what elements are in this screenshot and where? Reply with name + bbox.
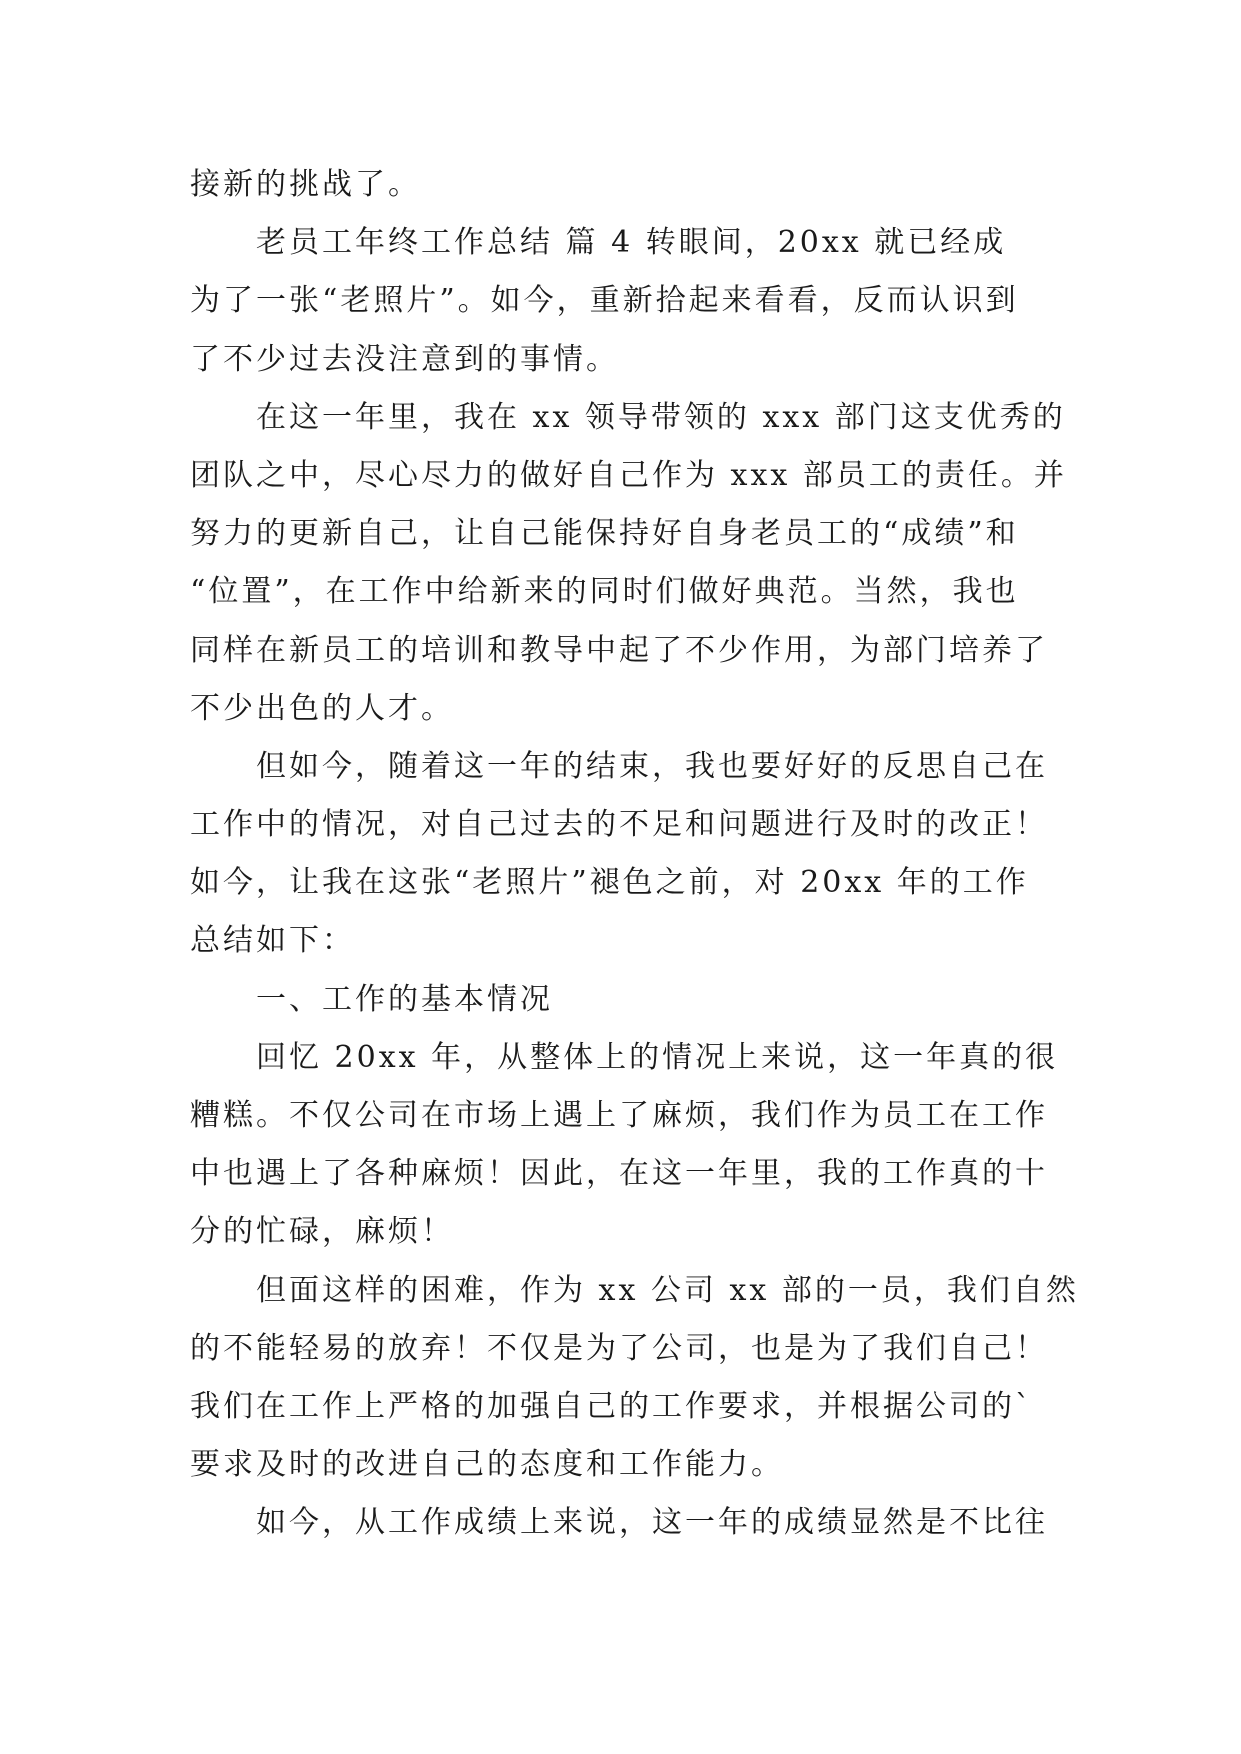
text-line: 努力的更新自己，让自己能保持好自身老员工的“成绩”和 <box>190 516 1019 552</box>
text-line: 在这一年里，我在 xx 领导带领的 xxx 部门这支优秀的 <box>256 399 1066 435</box>
text-line: 工作中的情况，对自己过去的不足和问题进行及时的改正！ <box>190 807 1048 843</box>
document-body <box>190 156 1079 1553</box>
text-line: 总结如下： <box>190 923 355 959</box>
text-line: 中也遇上了各种麻烦！因此，在这一年里，我的工作真的十 <box>190 1156 1048 1192</box>
text-line: 为了一张“老照片”。如今，重新拾起来看看，反而认识到 <box>190 283 1019 319</box>
section-heading: 一、工作的基本情况 <box>256 981 553 1017</box>
text-line: 的不能轻易的放弃！不仅是为了公司，也是为了我们自己！ <box>190 1330 1048 1366</box>
text-line: “位置”，在工作中给新来的同时们做好典范。当然，我也 <box>190 574 1019 610</box>
text-line: 同样在新员工的培训和教导中起了不少作用，为部门培养了 <box>190 632 1048 668</box>
text-line: 如今，让我在这张“老照片”褪色之前，对 20xx 年的工作 <box>190 865 1029 901</box>
text-line: 不少出色的人才。 <box>190 690 454 726</box>
text-line: 了不少过去没注意到的事情。 <box>190 341 619 377</box>
text-line: 如今，从工作成绩上来说，这一年的成绩显然是不比往 <box>256 1505 1048 1541</box>
text-line: 分的忙碌，麻烦！ <box>190 1214 454 1250</box>
text-line: 要求及时的改进自己的态度和工作能力。 <box>190 1447 784 1483</box>
text-line: 但如今，随着这一年的结束，我也要好好的反思自己在 <box>256 748 1048 784</box>
text-line: 老员工年终工作总结 篇 4 转眼间，20xx 就已经成 <box>256 225 1007 261</box>
text-line: 团队之中，尽心尽力的做好自己作为 xxx 部员工的责任。并 <box>190 457 1067 493</box>
text-line: 接新的挑战了。 <box>190 167 421 202</box>
text-line: 糟糕。不仅公司在市场上遇上了麻烦，我们作为员工在工作 <box>190 1098 1048 1133</box>
text-line: 但面这样的困难，作为 xx 公司 xx 部的一员，我们自然 <box>256 1272 1079 1308</box>
text-line: 回忆 20xx 年，从整体上的情况上来说，这一年真的很 <box>256 1039 1059 1075</box>
text-line: 我们在工作上严格的加强自己的工作要求，并根据公司的` <box>190 1388 1033 1424</box>
